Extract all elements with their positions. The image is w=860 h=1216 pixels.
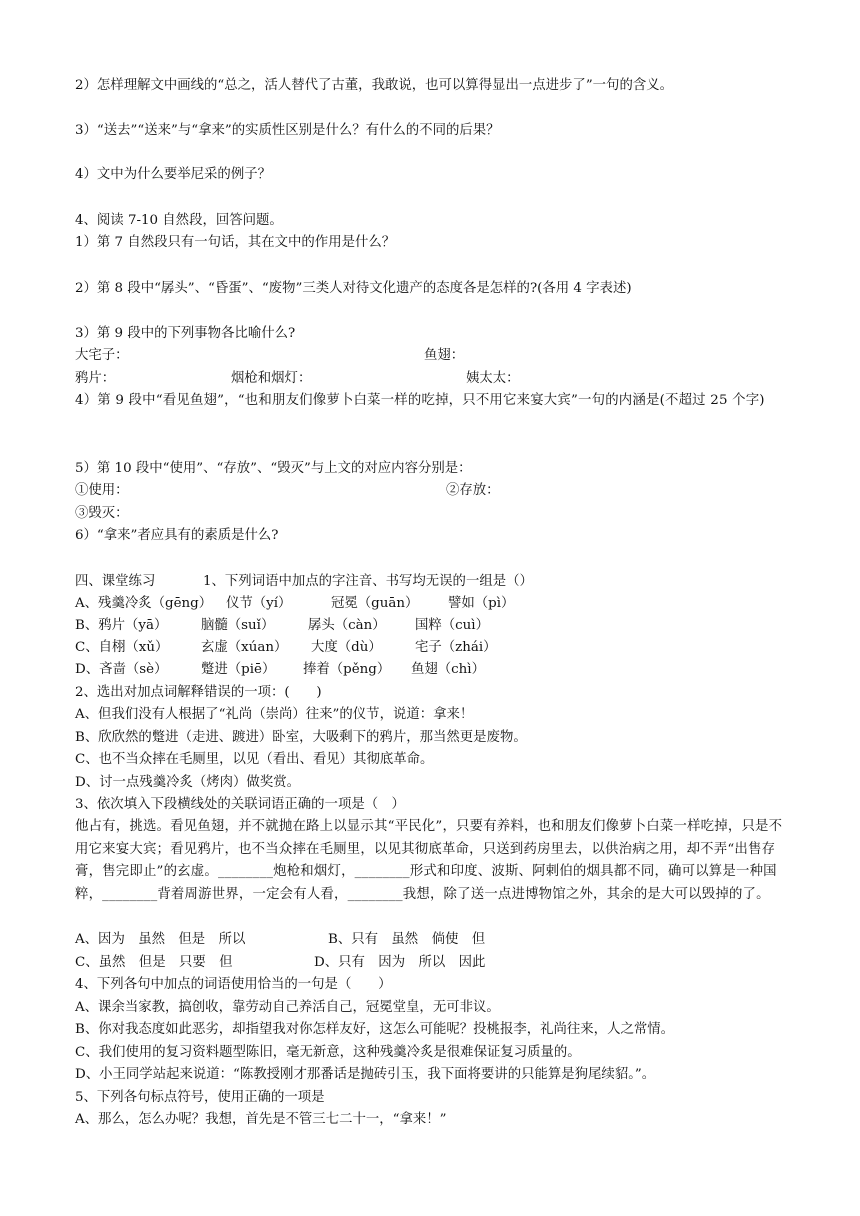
q5-option-a: A、那么，怎么办呢？我想，首先是不管三七二十一，“拿来！” bbox=[75, 1112, 447, 1127]
q1-option-b-1: B、鸦片（yā） bbox=[75, 618, 168, 633]
q3-option-b: B、只有 虽然 倘使 但 bbox=[328, 932, 486, 947]
q3-passage: 他占有，挑选。看见鱼翅，并不就抛在路上以显示其“平民化”，只要有养料，也和朋友们像萝卜白菜一样吃掉，只是不用它来宴大宾；看见鸦片，也不当众摔在毛厕里，以见其彻底革命，只送到药房里去，以供治病之用，却不弄“出售存膏，售完即止”的玄虚。________炮枪和烟灯，________形式和印度、波斯、阿剌伯的烟具都不同，确可以算是一种国粹，________背着周游世界，一定会有人看，________我想，除了送一点进博物馆之外，其余的是大可以毁掉的了。 bbox=[75, 819, 783, 902]
q1-option-b-2: 脑髓（suǐ） bbox=[201, 618, 275, 633]
item-opium: 鸦片： bbox=[75, 371, 116, 386]
q4-title: 4、阅读 7-10 自然段，回答问题。 bbox=[75, 213, 283, 228]
q1-option-a-4: 譬如（pì） bbox=[448, 596, 515, 611]
q4-sub6: 6）“拿来”者应具有的素质是什么? bbox=[75, 528, 279, 543]
exercise-q3: 3、依次填入下段横线处的关联词语正确的一项是（ ） bbox=[75, 797, 405, 812]
q3-sub2: 2）怎样理解文中画线的“总之，活人替代了古董，我敢说，也可以算得显出一点进步了”一句的含义。 bbox=[75, 78, 674, 93]
exercise-q1: 1、下列词语中加点的字注音、书写均无误的一组是（） bbox=[203, 574, 533, 589]
q4-option-d: D、小王同学站起来说道：“陈教授刚才那番话是抛砖引玉，我下面将要讲的只能算是狗尾续貂。”。 bbox=[75, 1067, 656, 1082]
q4-option-c: C、我们使用的复习资料题型陈旧，毫无新意，这种残羹冷炙是很难保证复习质量的。 bbox=[75, 1045, 581, 1060]
q1-option-d-4: 鱼翅（chì） bbox=[411, 662, 485, 677]
q4-sub2: 2）第 8 段中“孱头”、“昏蛋”、“废物”三类人对待文化遗产的态度各是怎样的?(各用 4 字表述) bbox=[75, 281, 632, 296]
q4-sub1: 1）第 7 自然段只有一句话，其在文中的作用是什么？ bbox=[75, 235, 396, 250]
answer-destroy: ③毁灭： bbox=[75, 506, 129, 521]
q3-option-a: A、因为 虽然 但是 所以 bbox=[75, 932, 246, 947]
item-concubines: 姨太太： bbox=[466, 371, 520, 386]
item-pipe-lamp: 烟枪和烟灯： bbox=[231, 371, 312, 386]
q2-option-a: A、但我们没有人根据了“礼尚（崇尚）往来”的仪节，说道：拿来！ bbox=[75, 707, 474, 722]
q1-option-a-1: A、残羹冷炙（gēng） bbox=[75, 596, 213, 611]
q4-sub5: 5）第 10 段中“使用”、“存放”、“毁灭”与上文的对应内容分别是： bbox=[75, 461, 472, 476]
q4-option-a: A、课余当家教，搞创收，靠劳动自己养活自己，冠冕堂皇，无可非议。 bbox=[75, 1000, 500, 1015]
q4-option-b: B、你对我态度如此恶劣，却指望我对你怎样友好，这怎么可能呢？投桃报李，礼尚往来，人之常情。 bbox=[75, 1022, 675, 1037]
q3-option-c: C、虽然 但是 只要 但 bbox=[75, 955, 233, 970]
q2-option-d: D、讨一点残羹冷炙（烤肉）做奖赏。 bbox=[75, 775, 300, 790]
answer-use: ①使用： bbox=[75, 483, 129, 498]
q4-sub4: 4）第 9 段中“看见鱼翅”，“也和朋友们像萝卜白菜一样的吃掉，只不用它来宴大宾”一句的内涵是(不超过 25 个字) bbox=[75, 393, 765, 408]
q1-option-a-2: 仪节（yí） bbox=[226, 596, 292, 611]
answer-store: ②存放： bbox=[446, 483, 500, 498]
q1-option-c-4: 宅子（zhái） bbox=[415, 640, 497, 655]
q1-option-b-3: 孱头（càn） bbox=[308, 618, 386, 633]
q1-option-d-2: 蹩进（piē） bbox=[201, 662, 276, 677]
q3-sub3: 3）“送去”“送来”与“拿来”的实质性区别是什么？有什么的不同的后果？ bbox=[75, 123, 500, 138]
q1-option-c-2: 玄虚（xúan） bbox=[201, 640, 288, 655]
q1-option-a-3: 冠冕（guān） bbox=[331, 596, 419, 611]
exercise-heading: 四、课堂练习 bbox=[75, 574, 156, 589]
exercise-q5: 5、下列各句标点符号，使用正确的一项是 bbox=[75, 1090, 325, 1105]
q2-option-b: B、欣欣然的蹩进（走进、踱进）卧室，大吸剩下的鸦片，那当然更是废物。 bbox=[75, 730, 527, 745]
q1-option-c-3: 大度（dù） bbox=[311, 640, 382, 655]
item-shark-fin: 鱼翅： bbox=[424, 348, 465, 363]
q4-sub3: 3）第 9 段中的下列事物各比喻什么? bbox=[75, 326, 296, 341]
q1-option-d-1: D、吝啬（sè） bbox=[75, 662, 168, 677]
q3-sub4: 4）文中为什么要举尼采的例子？ bbox=[75, 167, 271, 182]
exercise-q4: 4、下列各句中加点的词语使用恰当的一句是（ ） bbox=[75, 977, 392, 992]
q1-option-d-3: 捧着（pěng） bbox=[303, 662, 391, 677]
q2-option-c: C、也不当众摔在毛厕里，以见（看出、看见）其彻底革命。 bbox=[75, 752, 434, 767]
exercise-q2: 2、选出对加点词解释错误的一项：( ) bbox=[75, 685, 322, 700]
q1-option-c-1: C、自栩（xǔ） bbox=[75, 640, 169, 655]
item-big-house: 大宅子： bbox=[75, 348, 129, 363]
q1-option-b-4: 国粹（cuì） bbox=[415, 618, 489, 633]
q3-option-d: D、只有 因为 所以 因此 bbox=[314, 955, 486, 970]
